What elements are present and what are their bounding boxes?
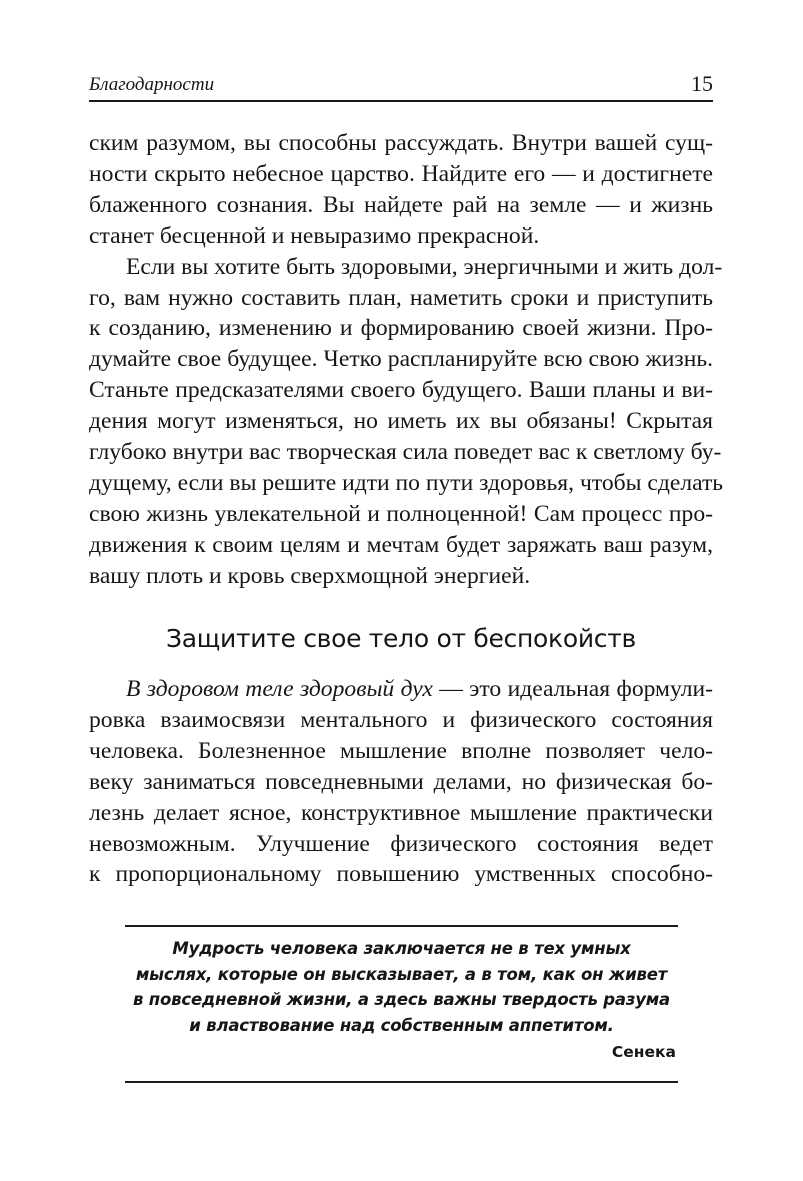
text-line: к созданию, изменению и формированию своей жизни. Про- [89, 315, 713, 342]
page-number: 15 [691, 71, 713, 96]
text-fragment: — это идеальная формули- [432, 676, 714, 702]
running-title: Благодарности [89, 74, 215, 95]
running-header [89, 70, 713, 102]
text-line: лезнь делает ясное, конструктивное мышление практически [89, 799, 713, 826]
text-line: Если вы хотите быть здоровыми, энергичными и жить дол- [126, 253, 723, 280]
text-line: блаженного сознания. Вы найдете рай на земле — и жизнь [89, 191, 713, 218]
body-text-upper [89, 128, 724, 592]
quote-line: в повседневной жизни, а здесь важны твердость разума [133, 990, 670, 1009]
quote-line: и властвование над собственным аппетитом. [189, 1015, 614, 1035]
text-line: станет бесценной и невыразимо прекрасной. [89, 222, 540, 249]
text-line: движения к своим целям и мечтам будет заряжать ваш разум, [89, 531, 713, 558]
text-line: дения могут изменяться, но иметь их вы обязаны! Скрытая [89, 408, 713, 435]
text-line: ским разумом, вы способны рассуждать. Внутри вашей сущ- [89, 130, 713, 156]
epigraph-box [125, 925, 678, 1083]
text-line: го, вам нужно составить план, наметить сроки и приступить [89, 284, 713, 311]
text-line: веку заниматься повседневными делами, но физическая бо- [89, 768, 713, 795]
text-line: человека. Болезненное мышление вполне позволяет чело- [89, 737, 713, 764]
text-line: ровка взаимосвязи ментального и физического состояния [89, 706, 713, 733]
text-line: к пропорциональному повышению умственных способно- [89, 861, 713, 888]
epigraph-quote [125, 936, 678, 1038]
body-text-lower [89, 674, 713, 890]
quote-line: Мудрость человека заключается не в тех умных [172, 939, 631, 958]
text-line: свою жизнь увлекательной и полноценной! Сам процесс про- [89, 500, 713, 527]
text-line: невозможным. Улучшение физического состояния ведет [89, 830, 713, 857]
text-line: вашу плоть и кровь сверхмощной энергией. [89, 562, 531, 589]
text-line [89, 674, 713, 705]
text-line: Станьте предсказателями своего будущего. Ваши планы и ви- [89, 377, 713, 404]
text-line: дущему, если вы решите идти по пути здоровья, чтобы сделать [89, 469, 724, 496]
text-line: глубоко внутри вас творческая сила поведет вас к светлому бу- [89, 439, 722, 466]
italic-phrase: В здоровом теле здоровый дух [126, 676, 433, 702]
text-line: думайте свое будущее. Четко распланируйте всю свою жизнь. [89, 346, 713, 373]
epigraph-author: Сенека [611, 1043, 676, 1061]
section-heading: Защитите свое тело от беспокойств [166, 624, 636, 653]
text-line: ности скрыто небесное царство. Найдите его — и достигнете [89, 160, 713, 187]
quote-line: мыслях, которые он высказывает, а в том, как он живет [135, 964, 668, 984]
